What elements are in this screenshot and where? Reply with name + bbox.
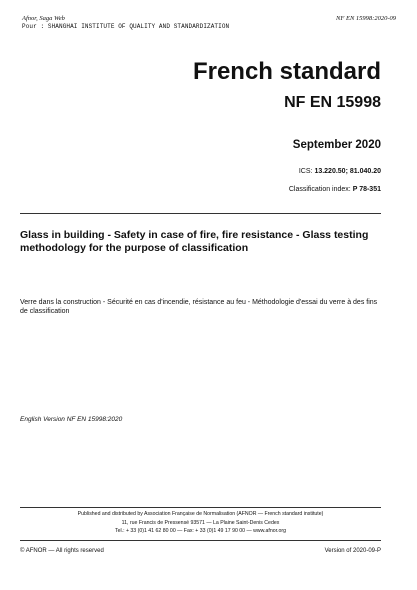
divider-footer-top [20, 507, 381, 508]
publisher-line: Published and distributed by Association Française de Normalisation (AFNOR — French standard institute) [77, 511, 324, 517]
english-version: English Version NF EN 15998:2020 [20, 416, 123, 423]
header-source-block [22, 15, 229, 31]
ics-value: 13.220.50; 81.040.20 [314, 168, 381, 175]
publisher-contact: Tel.: + 33 (0)1 41 62 80 00 — Fax: + 33 (0)1 49 17 90 00 — www.afnor.org [115, 528, 286, 534]
divider-top [20, 213, 381, 214]
header-reference: NF EN 15998:2020-09 [336, 15, 396, 22]
publisher-address: 11, rue Francis de Pressensé 93571 — La Plaine Saint-Denis Cedex [121, 519, 280, 526]
classification-label: Classification index: [288, 186, 351, 193]
ics-line [299, 168, 381, 175]
divider-footer-bottom [20, 540, 381, 541]
document-type: French standard [192, 58, 381, 85]
document-number: NF EN 15998 [284, 94, 381, 111]
classification-line [289, 186, 381, 193]
ics-label: ICS: [298, 168, 313, 175]
classification-value: P 78-351 [352, 186, 381, 193]
header-source: Afnor, Saga Web [22, 15, 65, 22]
document-date: September 2020 [292, 139, 381, 151]
french-title: Verre dans la construction - Sécurité en cas d'incendie, résistance au feu - Méthodologie d'essai du verre à des fins de classification [20, 299, 378, 315]
publisher-info [20, 510, 381, 536]
copyright: © AFNOR — All rights reserved [20, 548, 104, 554]
english-title: Glass in building - Safety in case of fire, fire resistance - Glass testing methodology for the purpose of classification [20, 229, 369, 254]
version-label: Version of 2020-09-P [324, 548, 381, 554]
header-pour: Pour : SHANGHAI INSTITUTE OF QUALITY AND STANDARDIZATION [22, 23, 230, 30]
